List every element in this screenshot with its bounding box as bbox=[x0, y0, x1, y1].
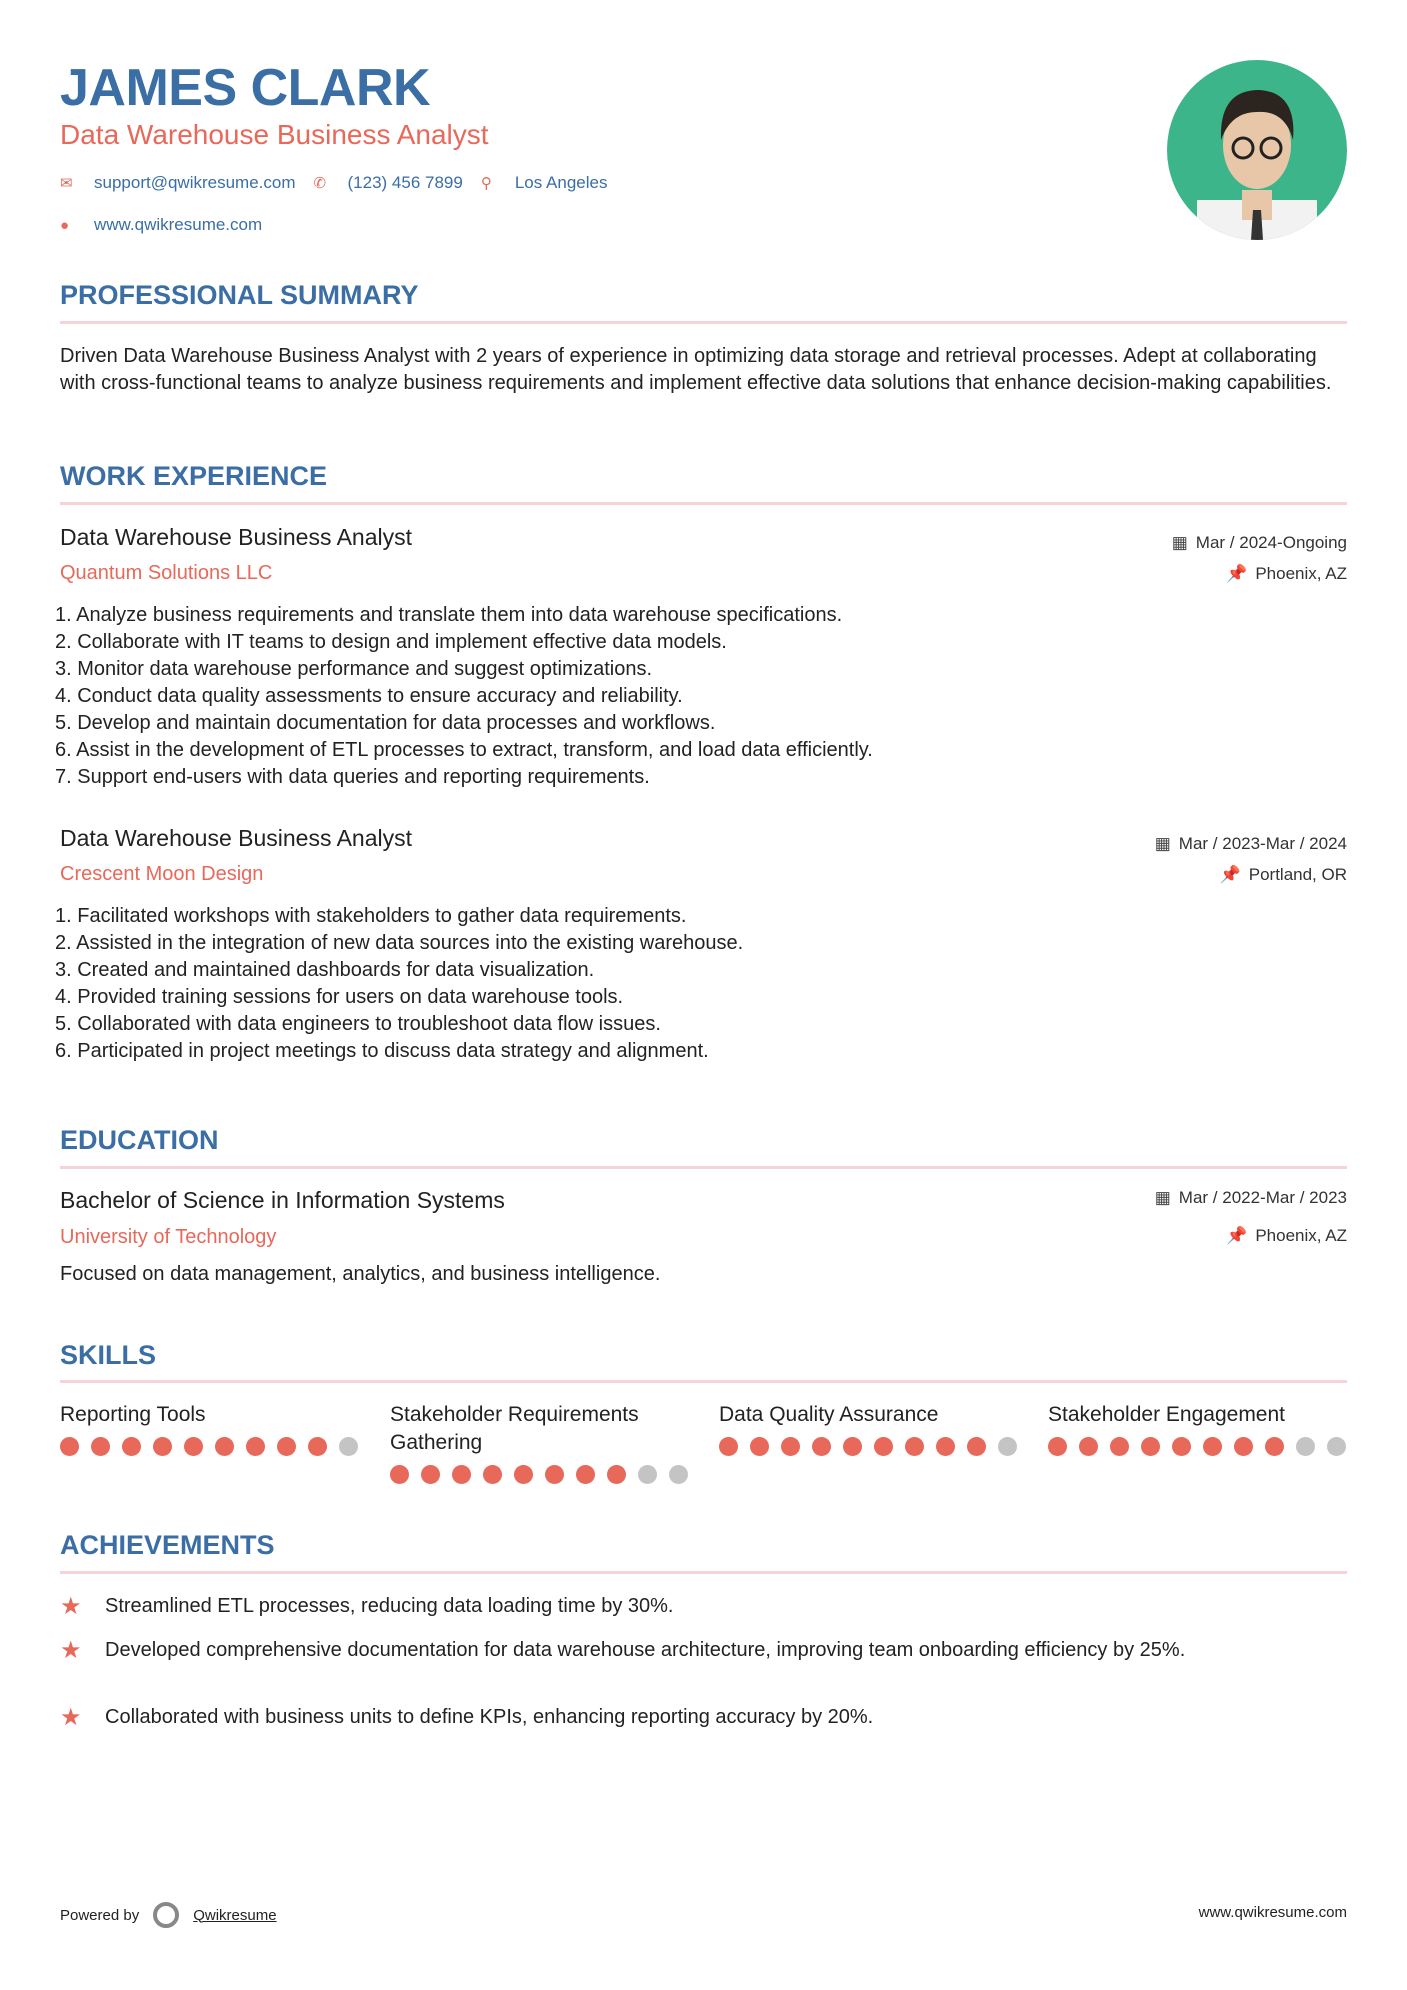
section-heading-experience: WORK EXPERIENCE bbox=[60, 461, 328, 491]
rating-dot-filled bbox=[1048, 1437, 1067, 1456]
bullet: 5. Collaborated with data engineers to troubleshoot data flow issues. bbox=[55, 1013, 661, 1035]
rating-dot-filled bbox=[843, 1437, 862, 1456]
skill-name: Stakeholder Engagement bbox=[1048, 1403, 1285, 1426]
calendar-icon: ▦ bbox=[1154, 834, 1171, 853]
rating-dot-filled bbox=[1265, 1437, 1284, 1456]
email-link[interactable]: support@qwikresume.com bbox=[94, 173, 296, 192]
achievement-text: Collaborated with business units to define KPIs, enhancing reporting accuracy by 20%. bbox=[105, 1706, 874, 1728]
pin-icon: 📌 bbox=[1219, 865, 1241, 884]
job-company: Crescent Moon Design bbox=[60, 863, 264, 885]
rating-dot-filled bbox=[184, 1437, 203, 1456]
qwikresume-logo-icon bbox=[153, 1902, 179, 1928]
skill-item bbox=[719, 1401, 1019, 1456]
section-heading-summary: PROFESSIONAL SUMMARY bbox=[60, 280, 419, 310]
bullet: 4. Provided training sessions for users on data warehouse tools. bbox=[55, 986, 624, 1008]
rating-dot-filled bbox=[1234, 1437, 1253, 1456]
job-location-text: Phoenix, AZ bbox=[1255, 564, 1347, 583]
calendar-icon: ▦ bbox=[1171, 533, 1188, 552]
rating-dot-filled bbox=[905, 1437, 924, 1456]
star-icon: ★ bbox=[60, 1637, 82, 1664]
rating-dot-empty bbox=[339, 1437, 358, 1456]
contact-row bbox=[60, 173, 607, 193]
bullet: 4. Conduct data quality assessments to ensure accuracy and reliability. bbox=[55, 685, 683, 707]
job-dates-text: Mar / 2023-Mar / 2024 bbox=[1178, 834, 1347, 853]
rating-dot-filled bbox=[421, 1465, 440, 1484]
bullet: 1. Facilitated workshops with stakeholders to gather data requirements. bbox=[55, 905, 687, 927]
bullet: 6. Participated in project meetings to discuss data strategy and alignment. bbox=[55, 1040, 709, 1062]
rating-dot-filled bbox=[1079, 1437, 1098, 1456]
rating-dot-filled bbox=[936, 1437, 955, 1456]
rating-dot-filled bbox=[750, 1437, 769, 1456]
brand-link[interactable]: Qwikresume bbox=[193, 1906, 277, 1924]
rating-dot-filled bbox=[1141, 1437, 1160, 1456]
skill-rating bbox=[1048, 1437, 1348, 1456]
job-bullets bbox=[55, 903, 743, 1065]
rating-dot-empty bbox=[998, 1437, 1017, 1456]
globe-icon: ● bbox=[60, 216, 70, 234]
achievement-text: Streamlined ETL processes, reducing data loading time by 30%. bbox=[105, 1595, 674, 1617]
summary-text: Driven Data Warehouse Business Analyst with 2 years of experience in optimizing data storage and retrieval processes. Adept at collaborating with cross-functional teams to analyze business requirements and implement effective data solutions that enhance decision-making capabilities. bbox=[60, 345, 1332, 394]
divider bbox=[60, 321, 1347, 324]
footer-powered bbox=[60, 1902, 277, 1928]
job-title: Data Warehouse Business Analyst bbox=[60, 825, 412, 851]
bullet: 3. Monitor data warehouse performance and suggest optimizations. bbox=[55, 658, 653, 680]
education-location-text: Phoenix, AZ bbox=[1255, 1226, 1347, 1245]
job-location-text: Portland, OR bbox=[1248, 865, 1347, 884]
email-icon: ✉ bbox=[60, 175, 73, 192]
pin-icon: 📌 bbox=[1226, 1226, 1248, 1245]
job-company: Quantum Solutions LLC bbox=[60, 562, 273, 584]
rating-dot-filled bbox=[607, 1465, 626, 1484]
job-location bbox=[1226, 564, 1347, 584]
rating-dot-filled bbox=[812, 1437, 831, 1456]
section-heading-skills: SKILLS bbox=[60, 1340, 157, 1370]
job-dates bbox=[1172, 533, 1347, 553]
rating-dot-filled bbox=[1172, 1437, 1191, 1456]
job-dates bbox=[1155, 834, 1347, 854]
skill-name: Reporting Tools bbox=[60, 1403, 206, 1426]
rating-dot-filled bbox=[967, 1437, 986, 1456]
candidate-title: Data Warehouse Business Analyst bbox=[60, 119, 489, 150]
job-bullets bbox=[55, 602, 873, 791]
calendar-icon: ▦ bbox=[1154, 1188, 1171, 1207]
website-row bbox=[60, 215, 262, 235]
rating-dot-filled bbox=[246, 1437, 265, 1456]
website-link[interactable]: www.qwikresume.com bbox=[94, 215, 263, 234]
bullet: 6. Assist in the development of ETL processes to extract, transform, and load data efficiently. bbox=[55, 739, 873, 761]
rating-dot-filled bbox=[308, 1437, 327, 1456]
school: University of Technology bbox=[60, 1226, 277, 1248]
bullet: 2. Collaborate with IT teams to design and implement effective data models. bbox=[55, 631, 727, 653]
divider bbox=[60, 502, 1347, 505]
rating-dot-filled bbox=[91, 1437, 110, 1456]
rating-dot-filled bbox=[1203, 1437, 1222, 1456]
education-dates bbox=[1155, 1188, 1347, 1208]
rating-dot-filled bbox=[576, 1465, 595, 1484]
achievement-item bbox=[60, 1637, 1347, 1664]
degree: Bachelor of Science in Information Systems bbox=[60, 1187, 505, 1213]
rating-dot-filled bbox=[390, 1465, 409, 1484]
rating-dot-filled bbox=[153, 1437, 172, 1456]
star-icon: ★ bbox=[60, 1704, 82, 1731]
footer-website[interactable]: www.qwikresume.com bbox=[1198, 1904, 1347, 1921]
rating-dot-filled bbox=[277, 1437, 296, 1456]
skill-rating bbox=[719, 1437, 1019, 1456]
job-title: Data Warehouse Business Analyst bbox=[60, 524, 412, 550]
powered-by-text: Powered by bbox=[60, 1906, 140, 1924]
skill-name: Stakeholder Requirements Gathering bbox=[390, 1403, 639, 1454]
rating-dot-filled bbox=[781, 1437, 800, 1456]
achievement-item bbox=[60, 1704, 1347, 1731]
star-icon: ★ bbox=[60, 1593, 82, 1620]
rating-dot-empty bbox=[638, 1465, 657, 1484]
section-heading-achievements: ACHIEVEMENTS bbox=[60, 1530, 275, 1560]
rating-dot-filled bbox=[514, 1465, 533, 1484]
job-location bbox=[1220, 865, 1347, 885]
bullet: 2. Assisted in the integration of new data sources into the existing warehouse. bbox=[55, 932, 744, 954]
bullet: 3. Created and maintained dashboards for data visualization. bbox=[55, 959, 595, 981]
phone-icon: ✆ bbox=[313, 175, 327, 192]
skill-item bbox=[1048, 1401, 1348, 1456]
pin-icon: 📌 bbox=[1226, 564, 1248, 583]
divider bbox=[60, 1166, 1347, 1169]
rating-dot-filled bbox=[719, 1437, 738, 1456]
skill-rating bbox=[60, 1437, 360, 1456]
rating-dot-empty bbox=[669, 1465, 688, 1484]
divider bbox=[60, 1571, 1347, 1574]
job-dates-text: Mar / 2024-Ongoing bbox=[1195, 533, 1347, 552]
rating-dot-filled bbox=[452, 1465, 471, 1484]
skill-rating bbox=[390, 1465, 690, 1484]
education-dates-text: Mar / 2022-Mar / 2023 bbox=[1178, 1188, 1347, 1207]
achievement-item bbox=[60, 1593, 1347, 1620]
rating-dot-empty bbox=[1296, 1437, 1315, 1456]
rating-dot-filled bbox=[122, 1437, 141, 1456]
rating-dot-filled bbox=[215, 1437, 234, 1456]
profile-photo bbox=[1167, 60, 1347, 240]
rating-dot-filled bbox=[60, 1437, 79, 1456]
rating-dot-filled bbox=[545, 1465, 564, 1484]
location-text: Los Angeles bbox=[514, 173, 608, 192]
bullet: 7. Support end-users with data queries and reporting requirements. bbox=[55, 766, 650, 788]
rating-dot-empty bbox=[1327, 1437, 1346, 1456]
rating-dot-filled bbox=[874, 1437, 893, 1456]
rating-dot-filled bbox=[483, 1465, 502, 1484]
bullet: 5. Develop and maintain documentation for data processes and workflows. bbox=[55, 712, 716, 734]
candidate-name: JAMES CLARK bbox=[60, 59, 431, 117]
skill-item bbox=[390, 1401, 690, 1484]
education-location bbox=[1226, 1226, 1347, 1246]
rating-dot-filled bbox=[1110, 1437, 1129, 1456]
achievement-text: Developed comprehensive documentation for data warehouse architecture, improving team onboarding efficiency by 25%. bbox=[105, 1639, 1186, 1661]
phone-text: (123) 456 7899 bbox=[347, 173, 463, 192]
skill-item bbox=[60, 1401, 360, 1456]
bullet: 1. Analyze business requirements and translate them into data warehouse specifications. bbox=[55, 604, 843, 626]
skill-name: Data Quality Assurance bbox=[719, 1403, 939, 1426]
location-pin-icon: ⚲ bbox=[480, 175, 492, 192]
section-heading-education: EDUCATION bbox=[60, 1125, 219, 1155]
divider bbox=[60, 1380, 1347, 1383]
education-description: Focused on data management, analytics, and business intelligence. bbox=[60, 1263, 661, 1285]
